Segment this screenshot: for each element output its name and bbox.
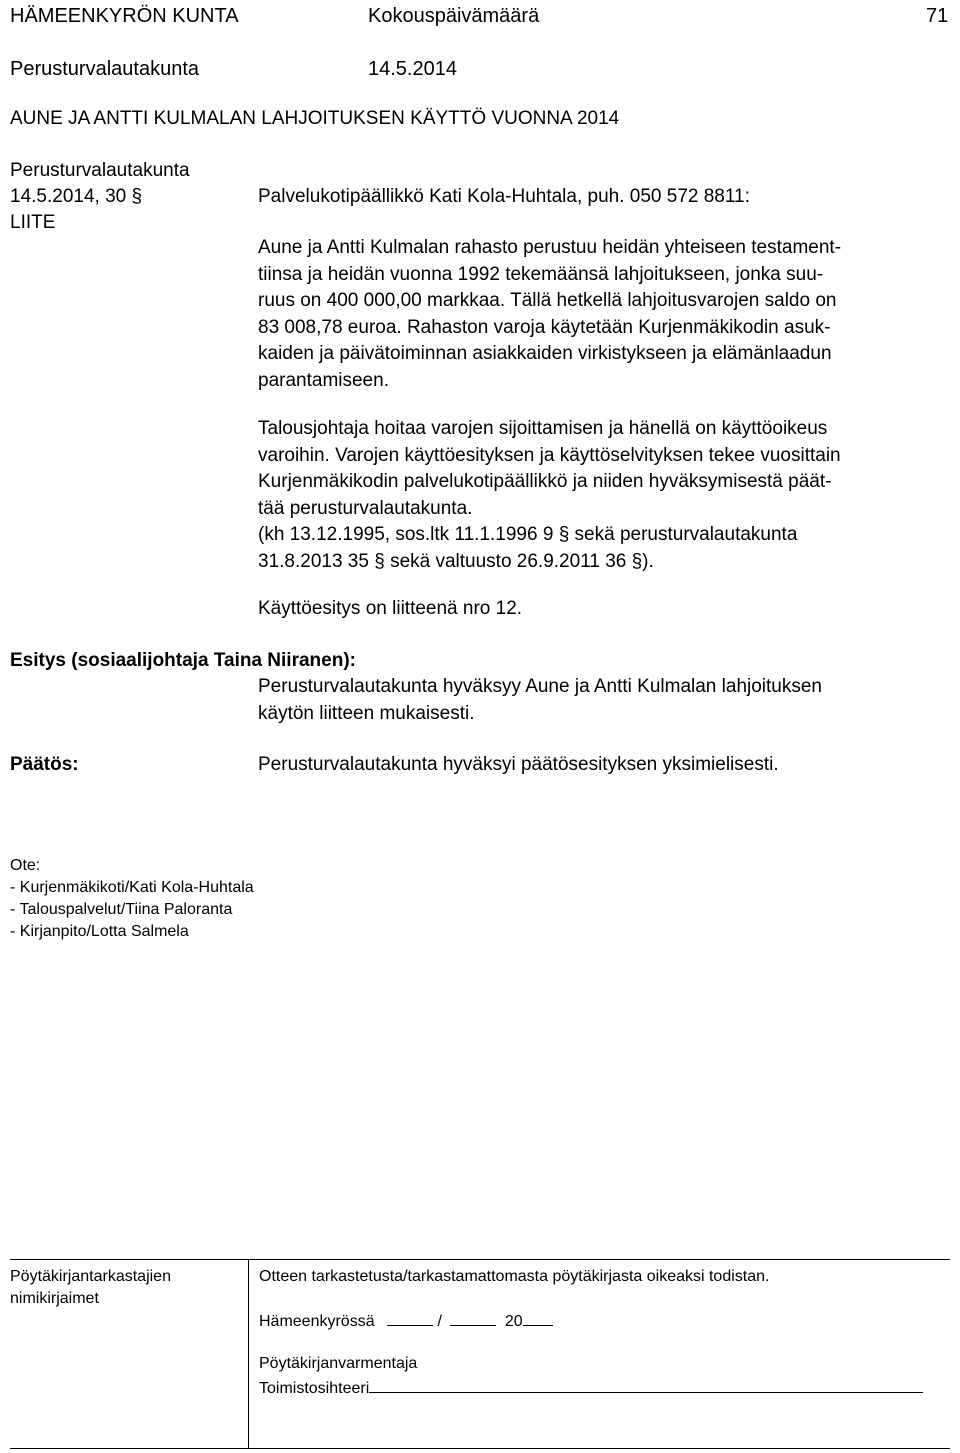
committee-name: Perusturvalautakunta	[10, 58, 200, 80]
signature-blank	[369, 1376, 923, 1393]
preparer-line: Palvelukotipäällikkö Kati Kola-Huhtala, puh. 050 572 8811:	[258, 186, 750, 207]
day-blank	[387, 1309, 433, 1326]
certifier-label: Pöytäkirjanvarmentaja	[259, 1355, 418, 1372]
year-blank	[523, 1309, 553, 1326]
section-reference: 14.5.2014, 30 §	[10, 186, 143, 207]
decision-text: Perusturvalautakunta hyväksyi päätösesityksen yksimielisesti.	[258, 754, 779, 775]
municipality-name: HÄMEENKYRÖN KUNTA	[10, 5, 239, 27]
extract-label: Ote:	[10, 857, 41, 874]
month-blank	[450, 1309, 496, 1326]
certifier-line	[259, 1376, 923, 1399]
initials-label: nimikirjaimet	[10, 1290, 99, 1307]
paragraph-line: 31.8.2013 35 § sekä valtuusto 26.9.2011 36 §).	[258, 550, 654, 572]
paragraph-line: kaiden ja päivätoiminnan asiakkaiden virkistykseen ja elämänlaadun	[258, 343, 832, 364]
page-number: 71	[926, 5, 949, 27]
meeting-date: 14.5.2014	[368, 58, 457, 80]
extract-recipient: - Talouspalvelut/Tiina Paloranta	[10, 901, 233, 918]
proposal-line: käytön liitteen mukaisesti.	[258, 702, 475, 724]
place-name: Hämeenkyrössä	[259, 1313, 375, 1330]
paragraph-line: 83 008,78 euroa. Rahaston varoja käytetään Kurjenmäkikodin asuk-	[258, 316, 831, 338]
year-prefix: 20	[504, 1313, 523, 1330]
paragraph-line: tää perusturvalautakunta.	[258, 497, 473, 519]
document-type: Kokouspäivämäärä	[368, 5, 540, 27]
inspectors-label: Pöytäkirjantarkastajien	[10, 1268, 171, 1285]
attachment-label: LIITE	[10, 212, 56, 233]
document-title: AUNE JA ANTTI KULMALAN LAHJOITUKSEN KÄYTTÖ VUONNA 2014	[10, 108, 620, 129]
signature-footer	[10, 1259, 950, 1449]
paragraph-fund-management	[258, 416, 948, 575]
paragraph-line: parantamiseen.	[258, 369, 389, 391]
section-committee: Perusturvalautakunta	[10, 160, 190, 181]
paragraph-line: (kh 13.12.1995, sos.ltk 11.1.1996 9 § sekä perusturvalautakunta	[258, 524, 798, 545]
attachment-note: Käyttöesitys on liitteenä nro 12.	[258, 598, 523, 619]
paragraph-line: Kurjenmäkikodin palvelukotipäällikkö ja niiden hyväksymisestä päät-	[258, 471, 832, 492]
footer-divider	[248, 1260, 249, 1448]
paragraph-line: Talousjohtaja hoitaa varojen sijoittamisen ja hänellä on käyttöoikeus	[258, 418, 828, 439]
proposal-line: Perusturvalautakunta hyväksyy Aune ja Antti Kulmalan lahjoituksen	[258, 676, 822, 697]
paragraph-fund-description	[258, 235, 948, 394]
paragraph-line: Aune ja Antti Kulmalan rahasto perustuu heidän yhteiseen testament-	[258, 237, 842, 258]
certification-text: Otteen tarkastetusta/tarkastamattomasta pöytäkirjasta oikeaksi todistan.	[259, 1268, 770, 1285]
date-slash: /	[437, 1313, 442, 1330]
paragraph-line: ruus on 400 000,00 markkaa. Tällä hetkellä lahjoitusvarojen saldo on	[258, 290, 837, 311]
certifier-title: Toimistosihteeri	[259, 1380, 370, 1397]
paragraph-line: varoihin. Varojen käyttöesityksen ja käyttöselvityksen tekee vuosittain	[258, 444, 841, 466]
proposal-heading: Esitys (sosiaalijohtaja Taina Niiranen):	[10, 650, 356, 671]
proposal-text	[258, 674, 948, 727]
paragraph-line: tiinsa ja heidän vuonna 1992 tekemäänsä lahjoitukseen, jonka suu-	[258, 263, 824, 285]
place-date-line	[259, 1309, 553, 1332]
extract-recipient: - Kurjenmäkikoti/Kati Kola-Huhtala	[10, 879, 254, 896]
extract-recipient: - Kirjanpito/Lotta Salmela	[10, 923, 189, 940]
decision-label: Päätös:	[10, 754, 79, 775]
